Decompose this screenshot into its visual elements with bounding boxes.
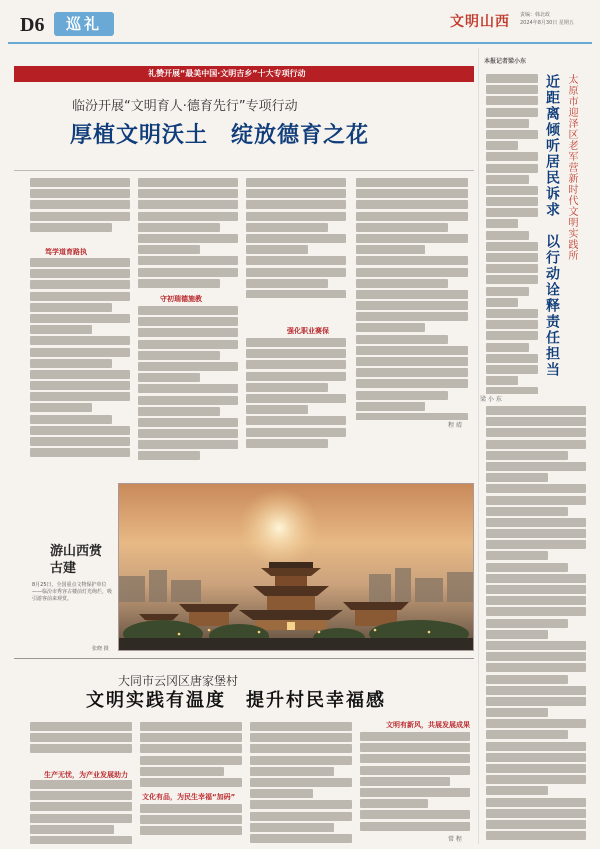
second-subhead-1: 生产无忧，为产业发展助力 (44, 771, 128, 779)
text-line (486, 742, 586, 751)
text-line (30, 314, 130, 323)
text-line (486, 820, 586, 829)
text-line (138, 362, 238, 371)
text-line (30, 825, 114, 834)
text-line (138, 328, 238, 337)
text-line (30, 415, 112, 424)
text-line (250, 834, 352, 843)
text-line (356, 357, 468, 366)
text-line (30, 744, 132, 753)
text-line (486, 428, 586, 437)
text-line (356, 212, 468, 221)
text-line (356, 290, 468, 299)
text-line (360, 732, 470, 741)
text-line (138, 429, 238, 438)
text-line (250, 733, 352, 742)
text-line (30, 303, 112, 312)
text-line (250, 789, 313, 798)
text-line (486, 496, 586, 505)
right-body-lower (486, 406, 586, 842)
text-line (138, 189, 238, 198)
text-line (486, 440, 586, 449)
text-line (486, 74, 538, 83)
text-line (486, 574, 586, 583)
text-line (138, 268, 238, 277)
text-line (360, 766, 470, 775)
text-line (486, 242, 538, 251)
text-line (250, 778, 352, 787)
photo-caption-title: 游山西赏古建 (50, 544, 103, 576)
text-line (486, 663, 586, 672)
text-line (140, 778, 242, 787)
text-line (356, 200, 468, 209)
date-line: 2024年8月30日 星期五 (520, 20, 574, 26)
text-line (138, 212, 238, 221)
brand-logo: 文明山西 (450, 14, 510, 30)
text-line (486, 451, 568, 460)
text-line (486, 585, 586, 594)
second-body-col-4 (360, 732, 470, 832)
text-line (486, 730, 568, 739)
text-line (360, 822, 470, 831)
text-line (486, 652, 586, 661)
text-line (360, 777, 450, 786)
text-line (246, 394, 346, 403)
section-divider (14, 658, 474, 659)
text-line (138, 351, 220, 360)
text-line (246, 268, 346, 277)
text-line (356, 312, 468, 321)
text-line (140, 815, 242, 824)
text-line (486, 186, 538, 195)
text-line (486, 253, 538, 262)
text-line (486, 529, 586, 538)
text-line (486, 264, 538, 273)
text-line (486, 152, 538, 161)
text-line (356, 234, 468, 243)
text-line (486, 607, 586, 616)
second-author: 常 程 (448, 836, 462, 843)
text-line (486, 164, 538, 173)
text-line (138, 234, 238, 243)
text-line (356, 402, 425, 411)
text-line (250, 767, 334, 776)
text-line (486, 786, 548, 795)
headline-divider (14, 170, 474, 171)
text-line (486, 309, 538, 318)
text-line (486, 96, 538, 105)
text-line (138, 279, 220, 288)
text-line (486, 365, 538, 374)
text-line (360, 754, 470, 763)
text-line (30, 733, 132, 742)
text-line (246, 290, 346, 298)
text-line (486, 675, 568, 684)
text-line (30, 370, 130, 379)
text-line (138, 407, 220, 416)
text-line (486, 231, 529, 240)
text-line (140, 767, 224, 776)
page-header (8, 6, 592, 42)
text-line (486, 484, 586, 493)
text-line (486, 708, 548, 717)
text-line (356, 178, 468, 187)
text-line (486, 387, 538, 394)
text-line (246, 189, 346, 198)
editor-line: 责编：韩北政 (520, 12, 551, 18)
text-line (356, 223, 448, 232)
text-line (138, 200, 238, 209)
text-line (138, 418, 238, 427)
text-line (486, 287, 529, 296)
text-line (30, 448, 130, 457)
text-line (138, 256, 238, 265)
text-line (246, 383, 328, 392)
text-line (246, 234, 346, 243)
text-line (356, 335, 448, 344)
text-line (486, 764, 586, 773)
main-body-col-4 (356, 178, 468, 420)
second-body-col-1b (30, 780, 132, 844)
text-line (486, 275, 538, 284)
second-subhead-3: 文明有新风，共展发展成果 (386, 721, 470, 729)
second-subhead-2: 文化有品，为民生幸福“加码” (142, 793, 236, 801)
second-kicker: 大同市云冈区唐家堡村 (118, 674, 239, 688)
text-line (486, 406, 586, 415)
main-author: 程 靖 (448, 422, 462, 429)
text-line (246, 245, 308, 254)
text-line (140, 826, 242, 835)
text-line (486, 775, 586, 784)
text-line (138, 396, 238, 405)
text-line (486, 219, 518, 228)
text-line (246, 360, 346, 369)
text-line (360, 743, 470, 752)
text-line (246, 200, 346, 209)
text-line (250, 756, 352, 765)
text-line (486, 596, 586, 605)
text-line (30, 392, 130, 401)
main-headline: 厚植文明沃土 绽放德育之花 (70, 123, 370, 148)
text-line (486, 540, 586, 549)
section-tag: 巡礼 (54, 12, 114, 36)
text-line (486, 343, 529, 352)
text-line (356, 346, 468, 355)
main-body-col-3 (246, 178, 346, 298)
banner-text: 礼赞开展“最美中国·文明吉乡”十大专项行动 (148, 69, 306, 78)
main-subhead-2: 守初瑞德施教 (160, 295, 202, 303)
text-line (486, 331, 538, 340)
text-line (30, 814, 132, 823)
text-line (486, 518, 586, 527)
text-line (30, 223, 112, 232)
text-line (356, 368, 468, 377)
second-body-col-2b (140, 804, 242, 844)
main-kicker: 临汾开展“文明育人·德育先行”专项行动 (72, 99, 298, 114)
text-line (30, 258, 130, 267)
text-line (486, 130, 538, 139)
text-line (30, 426, 130, 435)
text-line (486, 119, 529, 128)
text-line (30, 791, 132, 800)
text-line (140, 744, 242, 753)
text-line (246, 178, 346, 187)
text-line (486, 619, 568, 628)
text-line (486, 630, 548, 639)
temple-illustration (119, 484, 474, 651)
text-line (138, 373, 200, 382)
text-line (30, 336, 130, 345)
text-line (138, 306, 238, 315)
text-line (246, 279, 328, 288)
issue-meta (520, 11, 574, 27)
text-line (486, 175, 529, 184)
text-line (360, 788, 470, 797)
text-line (356, 189, 468, 198)
photo-caption-text (32, 582, 112, 603)
text-line (138, 384, 238, 393)
text-line (138, 178, 238, 187)
text-line (138, 451, 200, 460)
main-subhead-1: 笃学道育路执 (45, 248, 87, 256)
text-line (486, 551, 548, 560)
text-line (486, 719, 586, 728)
text-line (30, 200, 130, 209)
main-body-col-2 (138, 178, 238, 293)
main-subhead-3: 强化职业赛保 (287, 327, 329, 335)
text-line (246, 349, 346, 358)
caption-body: 8月25日，全国重点文物保护单位——临汾市秀容古楼前灯光绚烂，吸引游客前来观赏。 (32, 582, 113, 602)
second-body-col-3 (250, 722, 352, 844)
text-line (486, 354, 538, 363)
text-line (140, 804, 242, 813)
text-line (138, 340, 238, 349)
text-line (486, 197, 538, 206)
text-line (356, 301, 468, 310)
text-line (486, 563, 568, 572)
text-line (138, 317, 238, 326)
text-line (356, 268, 468, 277)
text-line (246, 256, 346, 265)
text-line (30, 280, 130, 289)
text-line (356, 379, 468, 388)
text-line (486, 298, 518, 307)
text-line (30, 802, 132, 811)
text-line (356, 323, 425, 332)
text-line (140, 733, 242, 742)
text-line (250, 722, 352, 731)
text-line (246, 416, 346, 425)
text-line (486, 686, 586, 695)
text-line (356, 256, 468, 265)
text-line (250, 823, 334, 832)
page-number: D6 (20, 14, 45, 36)
text-line (30, 189, 130, 198)
text-line (486, 141, 518, 150)
text-line (356, 391, 448, 400)
text-line (30, 292, 130, 301)
text-line (250, 800, 352, 809)
text-line (486, 753, 586, 762)
text-line (246, 223, 328, 232)
text-line (486, 376, 518, 385)
text-line (30, 403, 92, 412)
text-line (30, 780, 132, 789)
text-line (246, 372, 346, 381)
text-line (486, 462, 586, 471)
right-title-line1: 太原市迎泽区老军营新时代文明实践所 (566, 74, 577, 261)
main-body-col-2b (138, 306, 238, 466)
text-line (486, 473, 548, 482)
text-line (30, 722, 132, 731)
text-line (356, 413, 468, 420)
text-line (486, 507, 568, 516)
text-line (246, 428, 346, 437)
right-author: 梁 小 东 (480, 396, 502, 403)
text-line (360, 810, 470, 819)
text-line (140, 756, 242, 765)
text-line (486, 108, 538, 117)
text-line (30, 437, 130, 446)
text-line (30, 212, 130, 221)
main-body-col-1 (30, 178, 130, 238)
text-line (246, 405, 308, 414)
second-body-col-2 (140, 722, 242, 792)
text-line (30, 359, 112, 368)
text-line (250, 812, 352, 821)
text-line (486, 417, 586, 426)
text-line (30, 348, 130, 357)
text-line (356, 245, 425, 254)
text-line (486, 798, 586, 807)
right-title-line2: 近距离倾听居民诉求 以行动诠释责任担当 (544, 74, 560, 378)
text-line (30, 381, 130, 390)
text-line (486, 641, 586, 650)
text-line (138, 223, 220, 232)
text-line (246, 439, 328, 448)
right-body-upper (486, 74, 538, 394)
text-line (486, 85, 538, 94)
text-line (486, 208, 538, 217)
text-line (30, 178, 130, 187)
temple-photo (118, 483, 474, 651)
second-headline: 文明实践有温度 提升村民幸福感 (86, 690, 386, 711)
text-line (30, 325, 92, 334)
text-line (246, 212, 346, 221)
text-line (486, 320, 538, 329)
text-line (486, 831, 586, 840)
text-line (356, 279, 448, 288)
header-divider (8, 42, 592, 44)
text-line (486, 697, 586, 706)
right-section-label: 本报记者梁小东 (484, 58, 527, 65)
text-line (138, 440, 238, 449)
text-line (486, 809, 586, 818)
text-line (360, 799, 428, 808)
photographer-credit: 张晓 摄 (92, 646, 109, 652)
text-line (30, 269, 130, 278)
text-line (250, 744, 352, 753)
text-line (138, 245, 200, 254)
main-body-col-1b (30, 258, 130, 458)
main-body-col-3b (246, 338, 346, 458)
text-line (246, 338, 346, 347)
text-line (30, 836, 132, 844)
text-line (140, 722, 242, 731)
second-body-col-1 (30, 722, 132, 762)
